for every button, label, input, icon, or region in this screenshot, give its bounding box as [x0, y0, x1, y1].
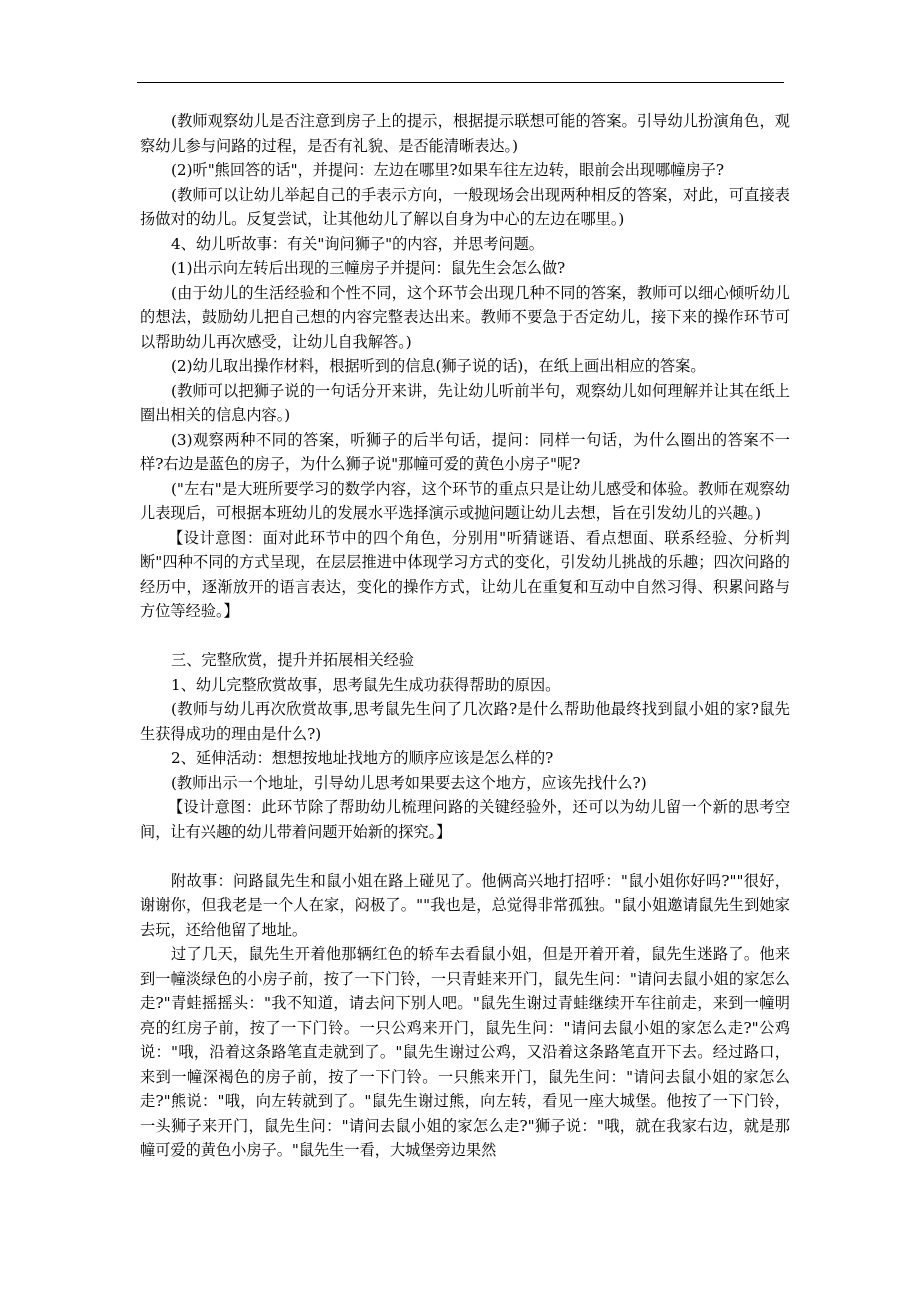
paragraph: (教师观察幼儿是否注意到房子上的提示，根据提示联想可能的答案。引导幼儿扮演角色，观察幼儿参与问路的过程，是否有礼貌、是否能清晰表达。) — [140, 112, 790, 155]
paragraph: (教师可以把狮子说的一句话分开来讲，先让幼儿听前半句，观察幼儿如何理解并让其在纸上圈出相关的信息内容。) — [140, 381, 790, 424]
spacer — [140, 844, 790, 869]
paragraph: 1、幼儿完整欣赏故事，思考鼠先生成功获得帮助的原因。 — [171, 675, 561, 694]
paragraph: (教师可以让幼儿举起自己的手表示方向，一般现场会出现两种相反的答案，对此，可直接表扬做对的幼儿。反复尝试，让其他幼儿了解以自身为中心的左边在哪里。) — [140, 185, 790, 228]
paragraph: 4、幼儿听故事：有关"询问狮子"的内容，并思考问题。 — [171, 234, 544, 253]
header-rule — [137, 82, 784, 83]
design-intent-note: 【设计意图：此环节除了帮助幼儿梳理问路的关键经验外，还可以为幼儿留一个新的思考空间，让有兴趣的幼儿带着问题开始新的探究。】 — [140, 798, 790, 841]
paragraph: (教师出示一个地址，引导幼儿思考如果要去这个地方，应该先找什么?) — [171, 773, 647, 792]
section-heading: 三、完整欣赏，提升并拓展相关经验 — [171, 651, 414, 669]
paragraph: 2、延伸活动：想想按地址找地方的顺序应该是怎么样的? — [171, 749, 554, 767]
paragraph: (3)观察两种不同的答案，听狮子的后半句话，提问：同样一句话，为什么圈出的答案不一样?右边是蓝色的房子，为什么狮子说"那幢可爱的黄色小房子"呢? — [140, 430, 790, 473]
paragraph: (由于幼儿的生活经验和个性不同，这个环节会出现几种不同的答案，教师可以细心倾听幼儿的想法，鼓励幼儿把自己想的内容完整表达出来。教师不要急于否定幼儿，接下来的操作环节可以帮助幼儿再次感受，让幼儿自我解答。) — [140, 283, 790, 351]
paragraph: (2)听"熊回答的话"，并提问：左边在哪里?如果车往左边转，眼前会出现哪幢房子? — [171, 161, 724, 179]
paragraph: (教师与幼儿再次欣赏故事,思考鼠先生问了几次路?是什么帮助他最终找到鼠小姐的家?鼠先生获得成功的理由是什么?) — [140, 700, 790, 743]
paragraph: (1)出示向左转后出现的三幢房子并提问：鼠先生会怎么做? — [171, 259, 566, 277]
paragraph: (2)幼儿取出操作材料，根据听到的信息(狮子说的话)，在纸上画出相应的答案。 — [171, 357, 706, 375]
spacer — [140, 624, 790, 649]
story-paragraph: 过了几天，鼠先生开着他那辆红色的轿车去看鼠小姐，但是开着开着，鼠先生迷路了。他来到一幢淡绿色的小房子前，按了一下门铃，一只青蛙来开门，鼠先生问："请问去鼠小姐的家怎么走?"青蛙摇摇头："我不知道，请去问下别人吧。"鼠先生谢过青蛙继续开车往前走，来到一幢明亮的红房子前，按了一下门铃。一只公鸡来开门，鼠先生问："请问去鼠小姐的家怎么走?"公鸡说："哦，沿着这条路笔直走就到了。"鼠先生谢过公鸡，又沿着这条路笔直开下去。经过路口，来到一幢深褐色的房子前，按了一下门铃。一只熊来开门，鼠先生问："请问去鼠小姐的家怎么走?"熊说："哦，向左转就到了。"鼠先生谢过熊，向左转，看见一座大城堡。他按了一下门铃，一头狮子来开门，鼠先生问："请问去鼠小姐的家怎么走?"狮子说："哦，就在我家右边，就是那幢可爱的黄色小房子。"鼠先生一看，大城堡旁边果然 — [140, 945, 790, 1159]
document-body — [140, 109, 790, 1163]
story-paragraph: 附故事：问路鼠先生和鼠小姐在路上碰见了。他俩高兴地打招呼："鼠小姐你好吗?""很好，谢谢你，但我老是一个人在家，闷极了。""我也是，总觉得非常孤独。"鼠小姐邀请鼠先生到她家去玩，还给他留了地址。 — [140, 871, 790, 939]
paragraph: ("左右"是大班所要学习的数学内容，这个环节的重点只是让幼儿感受和体验。教师在观察幼儿表现后，可根据本班幼儿的发展水平选择演示或抛问题让幼儿去想，旨在引发幼儿的兴趣。) — [140, 479, 790, 522]
design-intent-note: 【设计意图：面对此环节中的四个角色，分别用"听猜谜语、看点想面、联系经验、分析判断"四种不同的方式呈现，在层层推进中体现学习方式的变化，引发幼儿挑战的乐趣；四次问路的经历中，逐渐放开的语言表达，变化的操作方式，让幼儿在重复和互动中自然习得、积累问路与方位等经验。】 — [140, 528, 790, 620]
